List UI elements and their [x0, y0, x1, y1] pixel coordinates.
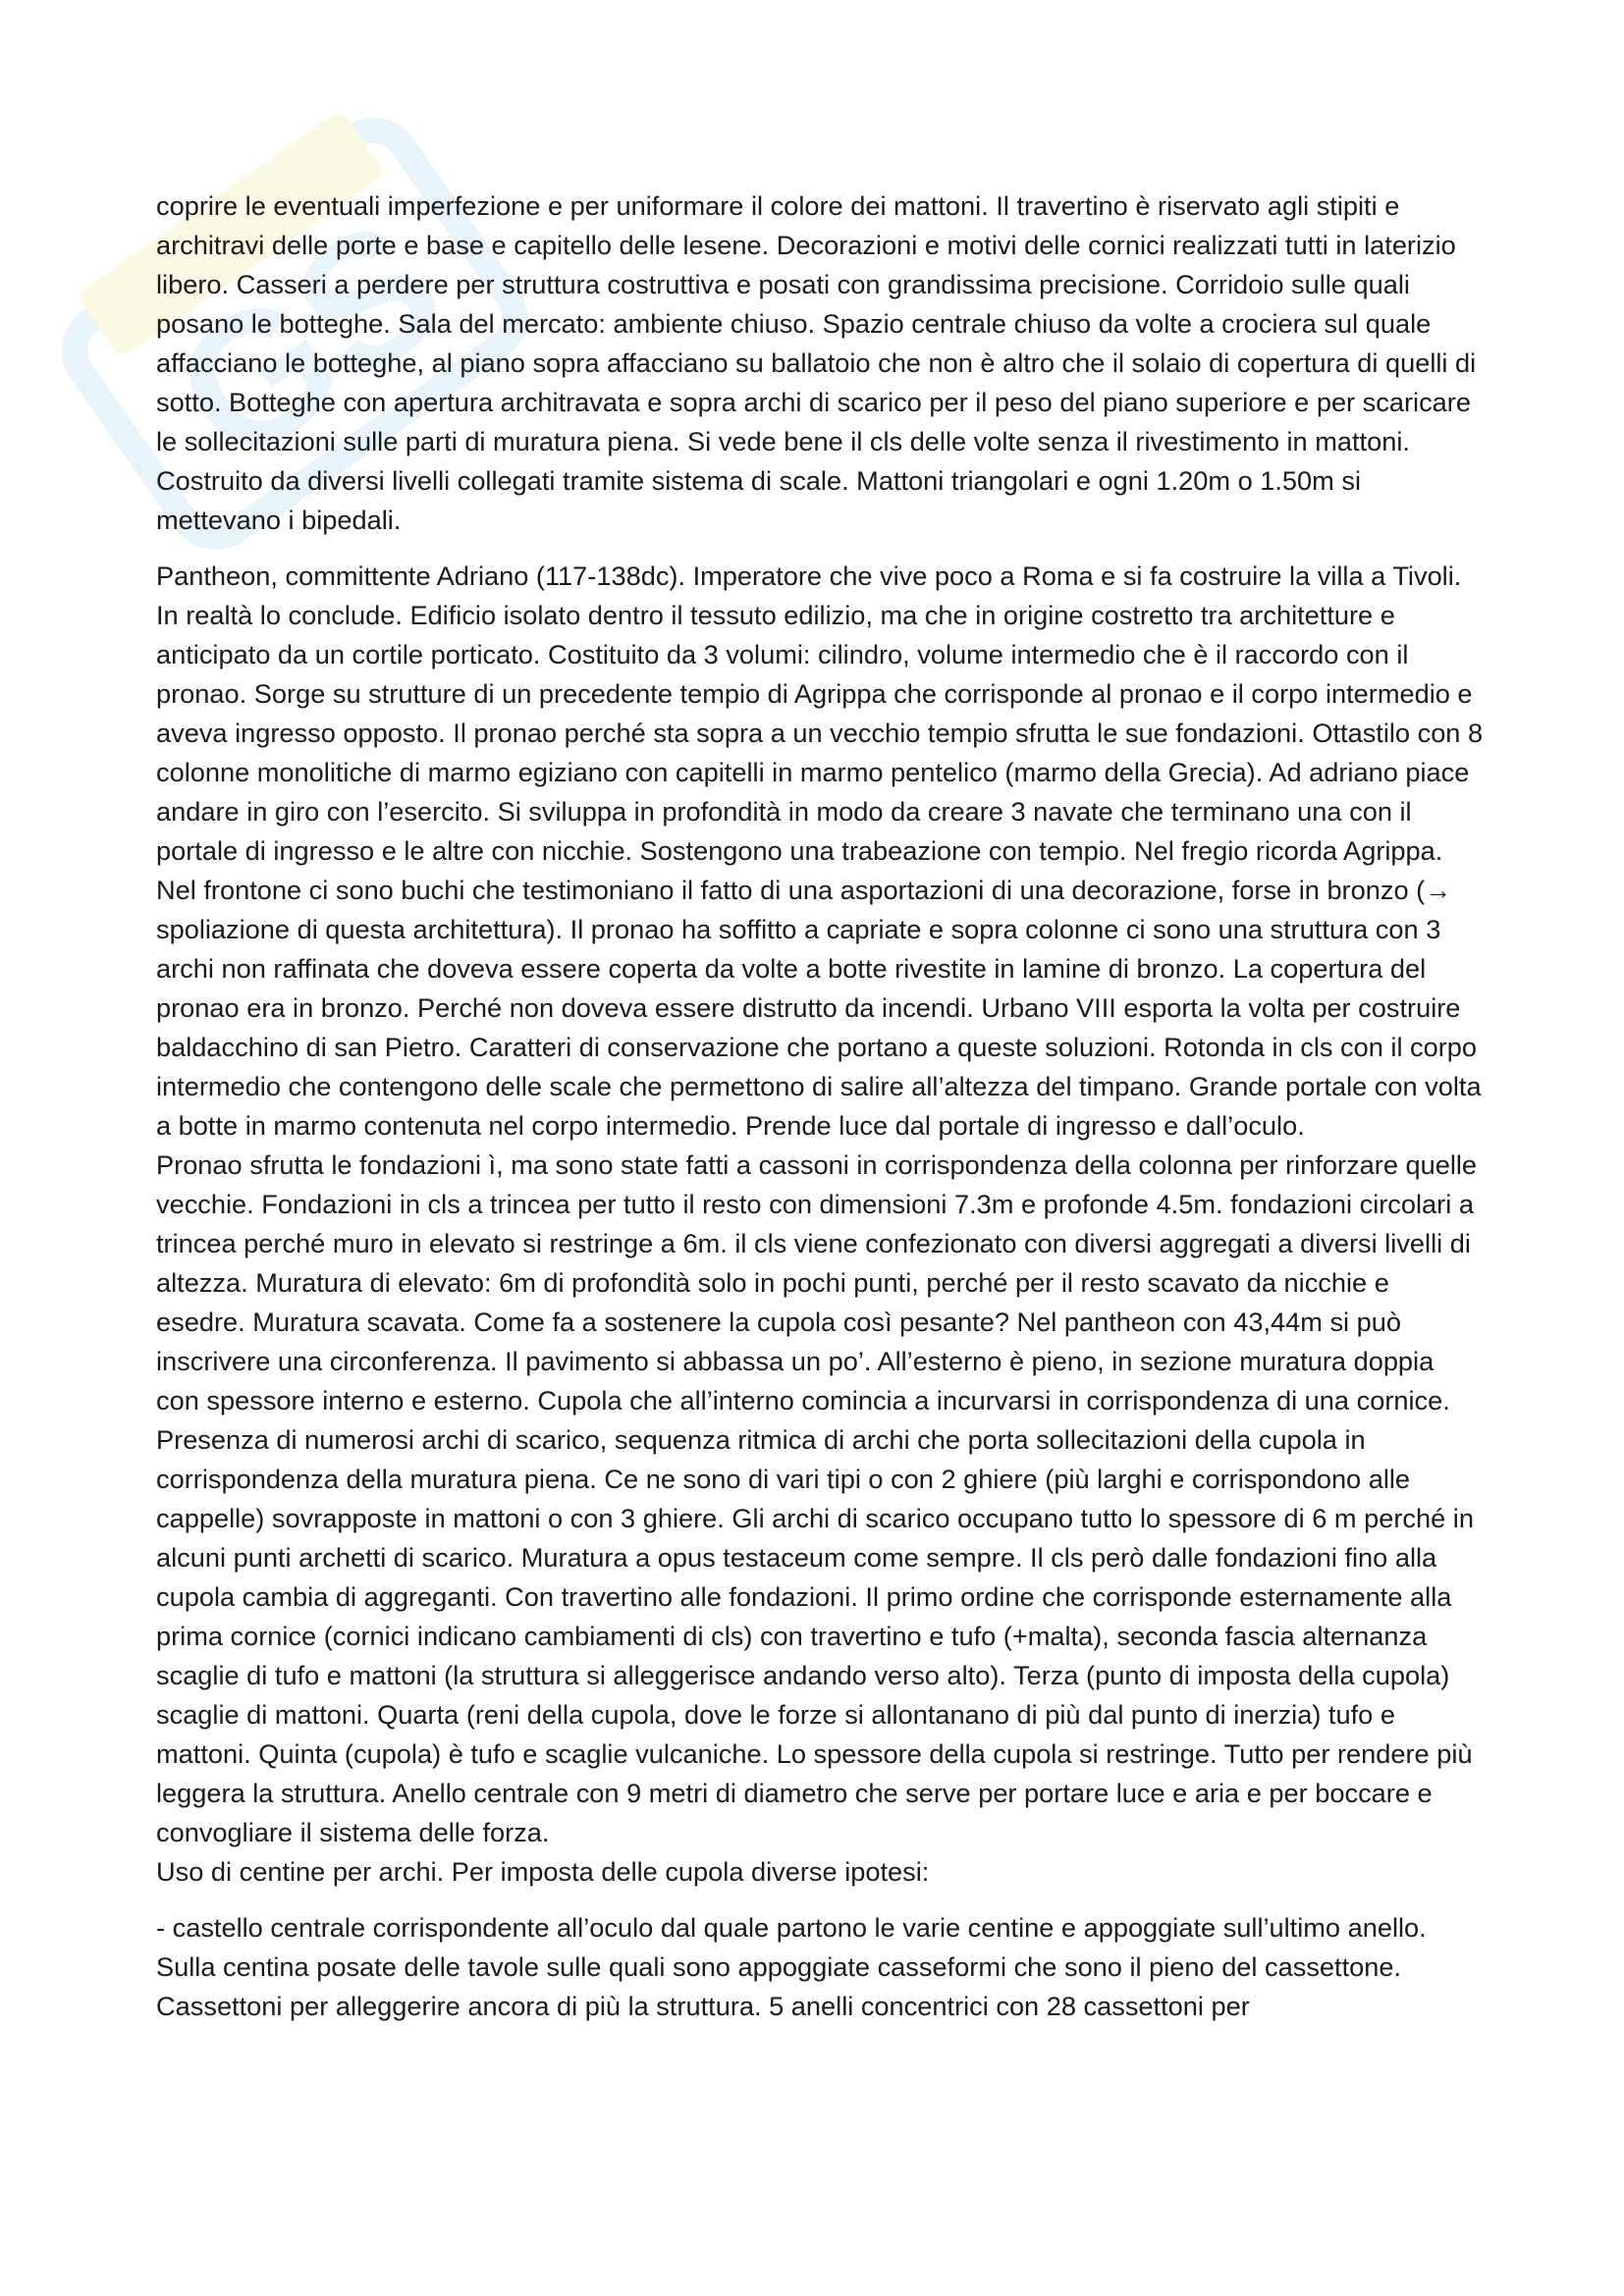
paragraph-pantheon-intro: Pantheon, committente Adriano (117-138dc). Imperatore che vive poco a Roma e si fa costruire la villa a Tivoli. In realtà lo conclude. Edificio isolato dentro il tessuto edilizio, ma che in origine costretto tra architetture e anticipato da un cortile porticato. Costituito da 3 volumi: cilindro, volume intermedio che è il raccordo con il pronao. Sorge su strutture di un precedente tempio di Agrippa che corrisponde al pronao e il corpo intermedio e aveva ingresso opposto. Il pronao perché sta sopra a un vecchio tempio sfrutta le sue fondazioni. Ottastilo con 8 colonne monolitiche di marmo egiziano con capitelli in marmo pentelico (marmo della Grecia). Ad adriano piace andare in giro con l’esercito. Si sviluppa in profondità in modo da creare 3 navate che terminano una con il portale di ingresso e le altre con nicchie. Sostengono una trabeazione con tempio. Nel fregio ricorda Agrippa. Nel frontone ci sono buchi che testimoniano il fatto di una asportazioni di una decorazione, forse in bronzo (→ spoliazione di questa architettura). Il pronao ha soffitto a capriate e sopra colonne ci sono una struttura con 3 archi non raffinata che doveva essere coperta da volte a botte rivestite in lamine di bronzo. La copertura del pronao era in bronzo. Perché non doveva essere distrutto da incendi. Urbano VIII esporta la volta per costruire baldacchino di san Pietro. Caratteri di conservazione che portano a queste soluzioni. Rotonda in cls con il corpo intermedio che contengono delle scale che permettono di salire all’altezza del timpano. Grande portale con volta a botte in marmo contenuta nel corpo intermedio. Prende luce dal portale di ingresso e dall’oculo.	[156, 561, 1484, 1141]
document-body	[156, 187, 1484, 2026]
watermark-letters: GS	[138, 179, 479, 505]
paragraph-pantheon-structure: Pronao sfrutta le fondazioni ì, ma sono state fatti a cassoni in corrispondenza della colonna per rinforzare quelle vecchie. Fondazioni in cls a trincea per tutto il resto con dimensioni 7.3m e profonde 4.5m. fondazioni circolari a trincea perché muro in elevato si restringe a 6m. il cls viene confezionato con diversi aggregati a diversi livelli di altezza. Muratura di elevato: 6m di profondità solo in pochi punti, perché per il resto scavato da nicchie e esedre. Muratura scavata. Come fa a sostenere la cupola così pesante? Nel pantheon con 43,44m si può inscrivere una circonferenza. Il pavimento si abbassa un po’. All’esterno è pieno, in sezione muratura doppia con spessore interno e esterno. Cupola che all’interno comincia a incurvarsi in corrispondenza di una cornice. Presenza di numerosi archi di scarico, sequenza ritmica di archi che porta sollecitazioni della cupola in corrispondenza della muratura piena. Ce ne sono di vari tipi o con 2 ghiere (più larghi e corrispondono alle cappelle) sovrapposte in mattoni o con 3 ghiere. Gli archi di scarico occupano tutto lo spessore di 6 m perché in alcuni punti archetti di scarico. Muratura a opus testaceum come sempre. Il cls però dalle fondazioni fino alla cupola cambia di aggreganti. Con travertino alle fondazioni. Il primo ordine che corrisponde esternamente alla prima cornice (cornici indicano cambiamenti di cls) con travertino e tufo (+malta), seconda fascia alternanza scaglie di tufo e mattoni (la struttura si alleggerisce andando verso alto). Terza (punto di imposta della cupola) scaglie di mattoni. Quarta (reni della cupola, dove le forze si allontanano di più dal punto di inerzia) tufo e mattoni. Quinta (cupola) è tufo e scaglie vulcaniche. Lo spessore della cupola si restringe. Tutto per rendere più leggera la struttura. Anello centrale con 9 metri di diametro che serve per portare luce e aria e per boccare e convogliare il sistema delle forza.	[156, 1149, 1478, 1847]
paragraph-centine: Uso di centine per archi. Per imposta delle cupola diverse ipotesi:	[156, 1856, 930, 1887]
paragraph-traiano-markets: coprire le eventuali imperfezione e per uniformare il colore dei mattoni. Il travertino è riservato agli stipiti e architravi delle porte e base e capitello delle lesene. Decorazioni e motivi delle cornici realizzati tutti in laterizio libero. Casseri a perdere per struttura costruttiva e posati con grandissima precisione. Corridoio sulle quali posano le botteghe. Sala del mercato: ambiente chiuso. Spazio centrale chiuso da volte a crociera sul quale affacciano le botteghe, al piano sopra affacciano su ballatoio che non è altro che il solaio di copertura di quelli di sotto. Botteghe con apertura architravata e sopra archi di scarico per il peso del piano superiore e per scaricare le sollecitazioni sulle parti di muratura piena. Si vede bene il cls delle volte senza il rivestimento in mattoni. Costruito da diversi livelli collegati tramite sistema di scale. Mattoni triangolari e ogni 1.20m o 1.50m si mettevano i bipedali.	[156, 190, 1477, 535]
paragraph-castello-centrale: - castello centrale corrispondente all’oculo dal quale partono le varie centine e appoggiate sull’ultimo anello. Sulla centina posate delle tavole sulle quali sono appoggiate casseformi che sono il pieno del cassettone. Cassettoni per alleggerire ancora di più la struttura. 5 anelli concentrici con 28 cassettoni per	[156, 1912, 1427, 2021]
